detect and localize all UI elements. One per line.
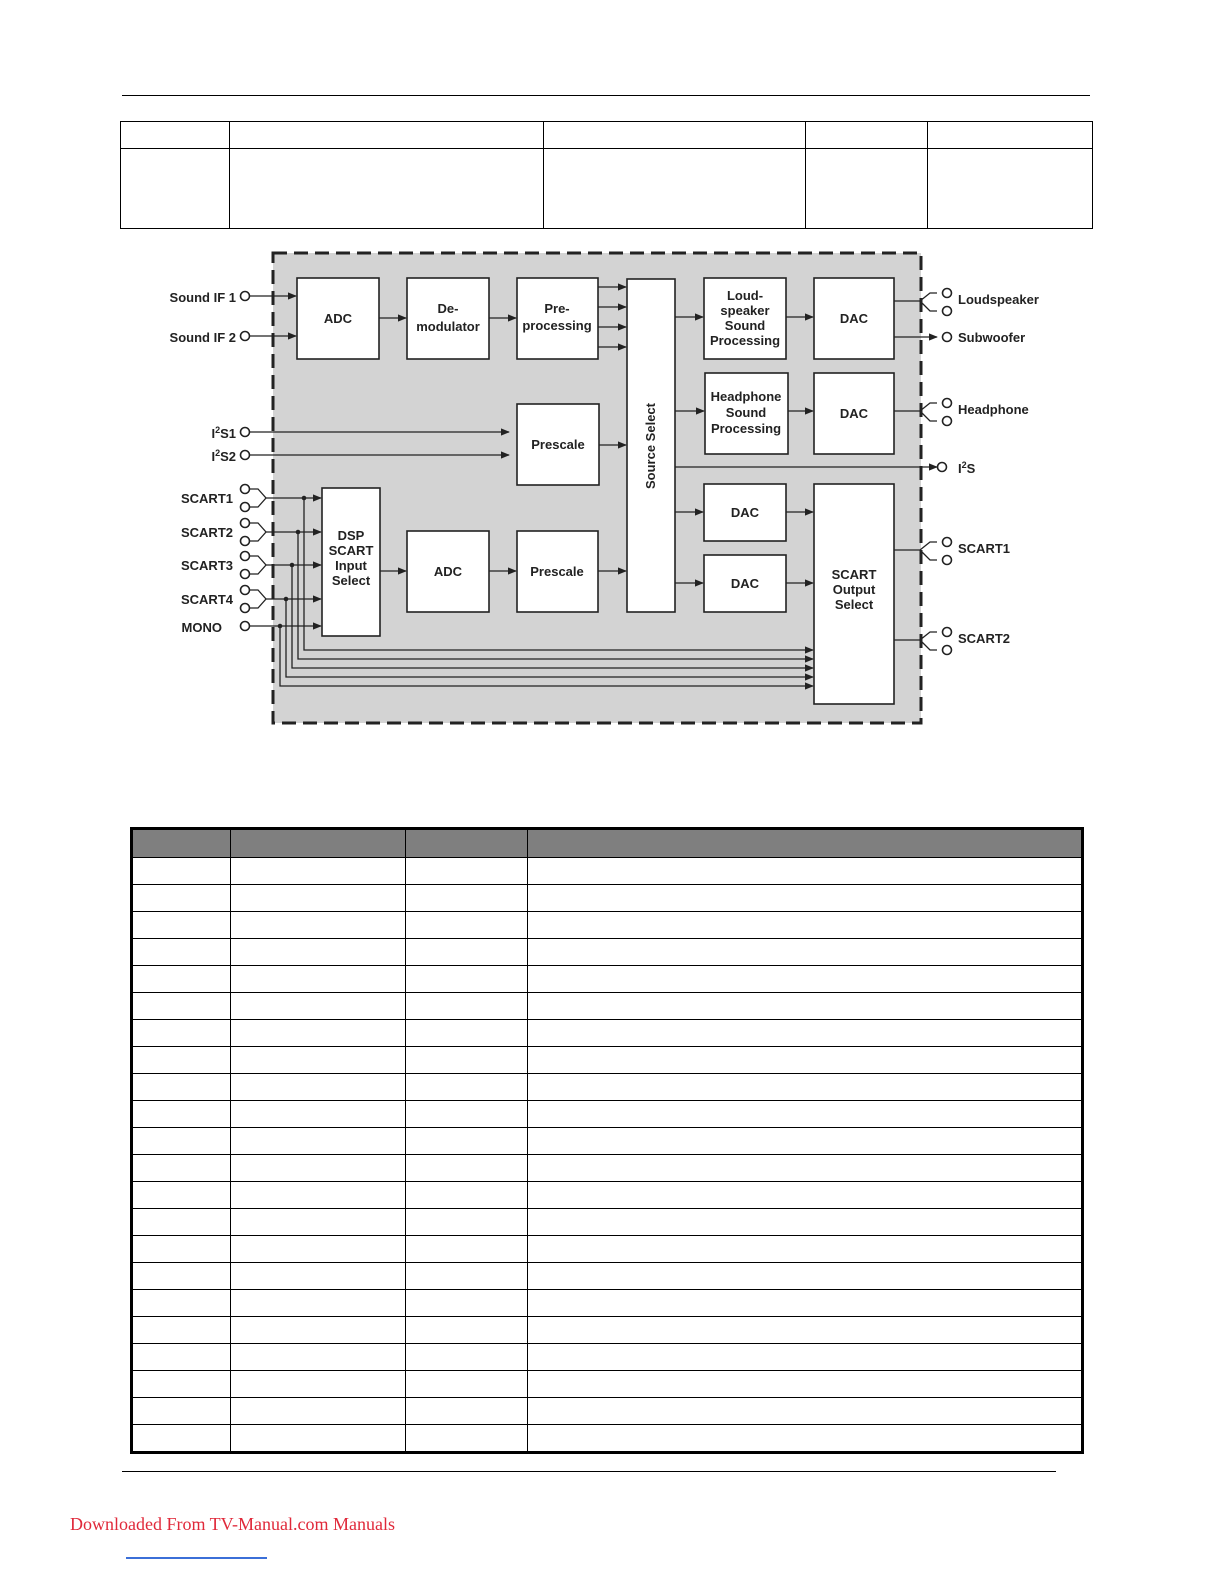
table-cell [132, 1290, 231, 1317]
table-cell [405, 858, 527, 885]
output-terminal [943, 538, 952, 547]
output-terminal [943, 646, 952, 655]
input-label-sound-if-1: Sound IF 1 [169, 290, 236, 305]
table-cell [132, 993, 231, 1020]
table-cell [132, 912, 231, 939]
table-cell [231, 966, 406, 993]
table-cell [132, 1155, 231, 1182]
block-label: Headphone [710, 389, 782, 404]
block-label: Loud- [726, 288, 764, 303]
table-cell [528, 912, 1083, 939]
block-label: Input [335, 558, 367, 573]
table-cell [528, 1209, 1083, 1236]
table-header-cell [405, 829, 527, 858]
table-cell [231, 1425, 406, 1453]
input-terminal [241, 503, 250, 512]
table-cell [231, 1155, 406, 1182]
table-cell [528, 1263, 1083, 1290]
input-terminal [241, 519, 250, 528]
table-cell [405, 1128, 527, 1155]
table-cell [405, 1371, 527, 1398]
table-row [132, 1263, 1083, 1290]
table-cell [528, 966, 1083, 993]
input-terminal [241, 570, 250, 579]
table-cell [528, 885, 1083, 912]
block-label: De- [437, 301, 459, 316]
input-terminal [241, 604, 250, 613]
table-cell [132, 1047, 231, 1074]
block-label: Select [834, 597, 874, 612]
table-cell [231, 1182, 406, 1209]
block-label: DAC [839, 311, 869, 326]
table-cell [132, 1182, 231, 1209]
table-cell [231, 1236, 406, 1263]
table-cell [405, 1020, 527, 1047]
table-cell [231, 912, 406, 939]
block-label: DAC [839, 406, 869, 421]
table-cell [405, 1317, 527, 1344]
table-row [132, 1344, 1083, 1371]
pin-table-body [132, 858, 1083, 1453]
input-label-scart1: SCART1 [180, 491, 233, 506]
table-header-cell [132, 829, 231, 858]
table-cell [132, 858, 231, 885]
table-cell [231, 1101, 406, 1128]
table-cell [405, 1344, 527, 1371]
i2s-suffix: S [966, 461, 976, 476]
table-row [132, 1182, 1083, 1209]
block-label: speaker [720, 303, 770, 318]
output-label-loudspeaker: Loudspeaker [958, 292, 1039, 307]
table-row [132, 1074, 1083, 1101]
table-cell [528, 1317, 1083, 1344]
block-label: Processing [710, 421, 782, 436]
footer-download-link[interactable]: Downloaded From TV-Manual.com Manuals [70, 1514, 395, 1534]
table-row [132, 1398, 1083, 1425]
bottom-link-underline [126, 1557, 267, 1559]
output-terminal [943, 289, 952, 298]
table-cell [405, 1236, 527, 1263]
table-cell [132, 1236, 231, 1263]
table-cell [528, 858, 1083, 885]
table-cell [132, 1128, 231, 1155]
output-label-i2s [958, 460, 976, 476]
table-cell [231, 1263, 406, 1290]
table-cell [231, 1020, 406, 1047]
table-cell [132, 1263, 231, 1290]
table-cell [528, 1074, 1083, 1101]
table-cell [132, 939, 231, 966]
table-row [132, 1155, 1083, 1182]
table-cell [132, 1398, 231, 1425]
output-terminal [938, 463, 947, 472]
table-cell [231, 885, 406, 912]
table-cell [528, 1425, 1083, 1453]
input-label-mono: MONO [181, 620, 222, 635]
table-header-row [132, 829, 1083, 858]
output-terminal [943, 399, 952, 408]
i2s1-suffix: S1 [220, 426, 236, 441]
table-cell [132, 1317, 231, 1344]
table-cell [231, 1128, 406, 1155]
block-label: DAC [730, 505, 760, 520]
table-cell [231, 1047, 406, 1074]
output-label-scart1: SCART1 [958, 541, 1011, 556]
table-cell [132, 1074, 231, 1101]
block-label: SCART [328, 543, 374, 558]
block-label: Source Select [643, 403, 658, 489]
block-label: Pre- [544, 301, 570, 316]
input-label-sound-if-2: Sound IF 2 [169, 330, 236, 345]
input-label-scart2: SCART2 [180, 525, 233, 540]
i2s2-suffix: S2 [220, 449, 236, 464]
table-row [132, 1425, 1083, 1453]
table-cell [405, 1047, 527, 1074]
table-row [132, 885, 1083, 912]
block-label: Sound [725, 405, 767, 420]
table-cell [231, 939, 406, 966]
table-row [132, 1290, 1083, 1317]
block-label: Prescale [530, 564, 584, 579]
table-cell [231, 1317, 406, 1344]
output-label-headphone: Headphone [958, 402, 1029, 417]
input-terminal [241, 332, 250, 341]
block-label: modulator [416, 319, 480, 334]
superscript-2: 2 [215, 448, 221, 458]
pin-description-table [130, 827, 1084, 1454]
table-cell [231, 1209, 406, 1236]
table-cell [528, 1344, 1083, 1371]
table-cell [405, 1425, 527, 1453]
table-cell [132, 1371, 231, 1398]
input-terminal [241, 292, 250, 301]
block-label: ADC [323, 311, 353, 326]
table-row [132, 966, 1083, 993]
table-cell [231, 993, 406, 1020]
block-label: Sound [724, 318, 766, 333]
table-row [132, 1317, 1083, 1344]
table-header-cell [231, 829, 406, 858]
table-cell [405, 966, 527, 993]
table-cell [231, 1290, 406, 1317]
table-cell [528, 1047, 1083, 1074]
table-cell [132, 1209, 231, 1236]
output-terminal [943, 628, 952, 637]
input-terminal [241, 552, 250, 561]
output-terminal [943, 307, 952, 316]
input-terminal [241, 428, 250, 437]
table-cell [405, 1290, 527, 1317]
table-cell [405, 939, 527, 966]
table-row [132, 1209, 1083, 1236]
table-cell [405, 1398, 527, 1425]
input-label-i2s1 [211, 425, 236, 441]
table-row [132, 858, 1083, 885]
table-row [132, 1236, 1083, 1263]
table-cell [528, 1020, 1083, 1047]
table-cell [528, 1236, 1083, 1263]
table-cell [405, 885, 527, 912]
table-cell [231, 858, 406, 885]
input-label-i2s2 [211, 448, 236, 464]
table-cell [528, 1128, 1083, 1155]
table-cell [405, 1101, 527, 1128]
table-cell [528, 1182, 1083, 1209]
block-label: Prescale [531, 437, 585, 452]
superscript-2: 2 [961, 460, 967, 470]
table-cell [405, 1155, 527, 1182]
table-cell [231, 1371, 406, 1398]
table-row [132, 912, 1083, 939]
table-cell [231, 1074, 406, 1101]
output-label-subwoofer: Subwoofer [958, 330, 1026, 345]
input-terminal [241, 451, 250, 460]
block-label: processing [522, 318, 592, 333]
block-label: DAC [730, 576, 760, 591]
table-row [132, 1047, 1083, 1074]
table-cell [231, 1344, 406, 1371]
superscript-2: 2 [215, 425, 221, 435]
table-cell [132, 1020, 231, 1047]
table-row [132, 1371, 1083, 1398]
output-terminal [943, 556, 952, 565]
table-row [132, 993, 1083, 1020]
table-row [132, 1101, 1083, 1128]
table-cell [528, 1371, 1083, 1398]
table-cell [405, 1209, 527, 1236]
block-label: ADC [433, 564, 463, 579]
input-label-scart4: SCART4 [180, 592, 233, 607]
table-cell [132, 885, 231, 912]
table-cell [528, 1290, 1083, 1317]
table-header-cell [528, 829, 1083, 858]
input-terminal [241, 485, 250, 494]
table-cell [528, 1398, 1083, 1425]
table-cell [405, 1074, 527, 1101]
i-letter: I [211, 449, 216, 464]
table-cell [231, 1398, 406, 1425]
block-label: DSP [337, 528, 365, 543]
table-row [132, 1020, 1083, 1047]
table-cell [132, 1425, 231, 1453]
block-label: Processing [709, 333, 781, 348]
table-cell [528, 993, 1083, 1020]
table-cell [132, 1101, 231, 1128]
table-cell [132, 966, 231, 993]
table-cell [405, 1182, 527, 1209]
table-cell [132, 1344, 231, 1371]
i-letter: I [958, 461, 962, 476]
output-terminal [943, 333, 952, 342]
output-label-scart2: SCART2 [958, 631, 1011, 646]
table-cell [528, 1155, 1083, 1182]
table-cell [528, 939, 1083, 966]
table-row [132, 1128, 1083, 1155]
audio-block-diagram [0, 0, 1224, 760]
table-cell [405, 1263, 527, 1290]
table-cell [528, 1101, 1083, 1128]
table-cell [405, 912, 527, 939]
input-terminal [241, 586, 250, 595]
footer-rule [122, 1471, 1056, 1472]
input-terminal [241, 622, 250, 631]
table-row [132, 939, 1083, 966]
table-cell [405, 993, 527, 1020]
input-label-scart3: SCART3 [180, 558, 233, 573]
output-terminal [943, 417, 952, 426]
block-label: Output [832, 582, 876, 597]
i-letter: I [211, 426, 216, 441]
block-label: Select [331, 573, 371, 588]
input-terminal [241, 537, 250, 546]
block-label: SCART [831, 567, 877, 582]
